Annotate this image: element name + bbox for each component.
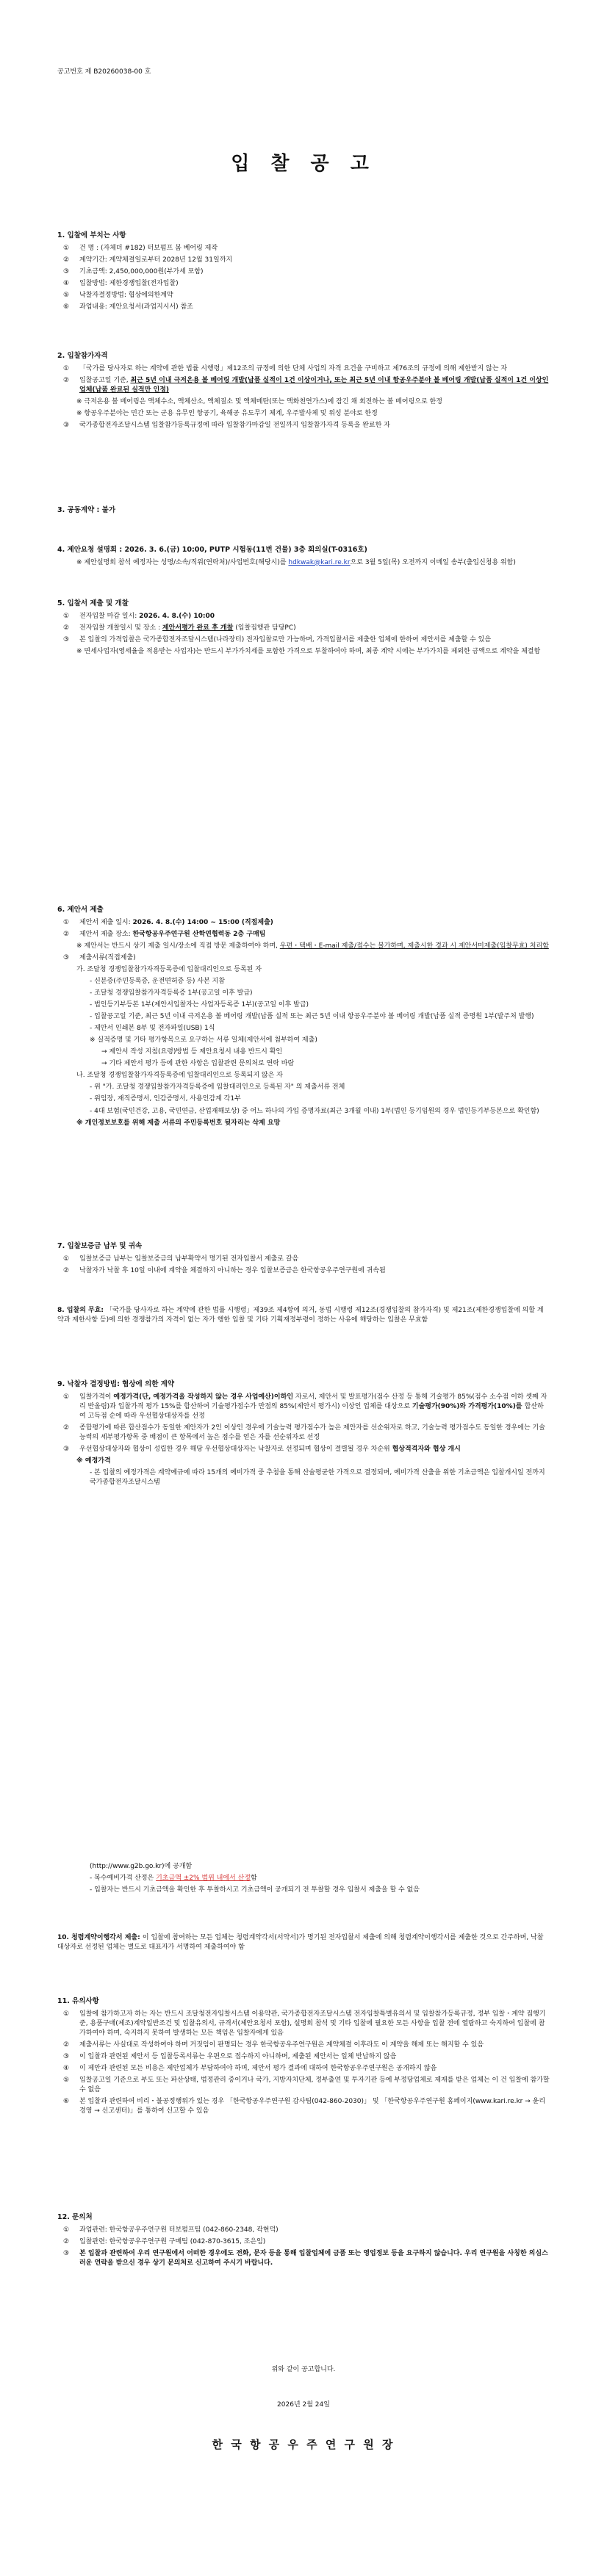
s9b-line: (http://www.g2b.go.kr)에 공개함 — [90, 1863, 193, 1870]
s6-ga-item: - 신분증(주민등록증, 운전면허증 등) 사본 지참 — [90, 978, 225, 985]
section-9-continued — [57, 1862, 550, 1897]
s6-na-item: - 위임장, 재직증명서, 인감증명서, 사용인감계 각1부 — [90, 1095, 241, 1103]
s6-ga-note: → 기타 제안서 평가 등에 관한 사항은 입찰관련 문의처로 연락 바람 — [101, 1060, 295, 1068]
section-2-heading: 2. 입찰참가자격 — [57, 352, 108, 360]
s6-ga-item: - 제안서 인쇄본 8부 및 전자파일(USB) 1식 — [90, 1025, 215, 1033]
s6-item: ① 제안서 제출 일시: 2026. 4. 8.(수) 14:00 ~ 15:00 (직접제출) — [63, 918, 273, 926]
section-11 — [57, 1996, 550, 2118]
s12-item: ② 입찰관련: 한국항공우주연구원 구매팀 (042-870-3615, 조은임) — [63, 2237, 266, 2245]
s2-item: ① 「국가를 당사자로 하는 계약에 관한 법률 시행령」제12조의 규정에 의한 단체 사업의 자격 요건을 구비하고 제76조의 규정에 의해 제한받지 않는 자 — [63, 364, 508, 372]
s12-item: ③ 본 입찰과 관련하여 우리 연구원에서 어떠한 경우에도 전화, 문자 등을 통해 입찰업체에 금품 또는 영업정보 등을 요구하지 않습니다. 우리 연구원을 사칭한 의심스러운 연락을 받으신 경우 상기 문의처로 신고하여 주시기 바랍니다. — [63, 2249, 548, 2267]
s6-na-item: - 4대 보험(국민건강, 고용, 국민연금, 산업재해보상) 중 어느 하나의 가입 증명자료(최근 3개월 이내) 1부(법인 등기임원의 경우 법인등기부등본으로 확인함) — [90, 1107, 539, 1115]
s2-requirement: 최근 5년 이내 극저온용 볼 베어링 개발(납품 실적이 1건 이상이거나, 또는 최근 5년 이내 항공우주분야 볼 베어링 개발(납품 실적이 1건 이상인 업체(납품 완료된 실적만 인정) — [79, 376, 549, 394]
s9b-line: - 입찰자는 반드시 기초금액을 확인한 후 투찰하시고 기초금액이 공개되기 전 투찰할 경우 입찰서 제출을 할 수 없음 — [90, 1886, 420, 1894]
s1-item: ④ 입찰방법: 제한경쟁입찰(전자입찰) — [63, 279, 179, 287]
s1-item: ③ 기초금액: 2,450,000,000원(부가세 포함) — [63, 267, 204, 275]
s9b-line: - 복수예비가격 산정은 기초금액 ±2% 범위 내에서 산정함 — [90, 1875, 257, 1883]
s1-item: ② 계약기간: 계약체결일로부터 2028년 12월 31일까지 — [63, 256, 233, 264]
s11-item: ③ 이 입찰과 관련된 제안서 등 입찰등록서류는 우편으로 접수하지 아니하며, 제출된 제안서는 일체 반납하지 않음 — [63, 2052, 397, 2060]
s1-item: ⑤ 낙찰자결정방법: 협상에의한계약 — [63, 291, 173, 299]
s6-na: 나. 조달청 경쟁입찰참가자격등록증에 입찰대리인으로 등록되지 않은 자 — [76, 1072, 283, 1080]
closing-line: 위와 같이 공고합니다. — [271, 2366, 336, 2373]
notice-number: 공고번호 제 B20260038-00 호 — [57, 68, 151, 76]
s11-item: ⑤ 입찰공고일 기준으로 부도 또는 파산상태, 법정관리 중이거나 국가, 지방자치단체, 정부출연 및 투자기관 등에 부정당업체로 제재를 받은 업체는 이 건 입찰에 참가할 수 없음 — [63, 2077, 550, 2094]
section-4 — [57, 545, 550, 570]
section-3-heading: 3. 공동계약 : 불가 — [57, 506, 116, 514]
s9-item: ③ 우선협상대상자와 협상이 성립한 경우 해당 우선협상대상자는 낙찰자로 선정되며 협상이 결렬될 경우 차순위 협상적격자와 협상 개시 — [63, 1446, 461, 1453]
section-10 — [57, 1933, 550, 1955]
s11-item: ④ 이 제안과 관련된 모든 비용은 제안업체가 부담하여야 하며, 제안서 평가 결과에 대하여 한국항공우주연구원은 공개하지 않음 — [63, 2065, 437, 2072]
section-8 — [57, 1306, 550, 1327]
s6-ga: 가. 조달청 경쟁입찰참가자격등록증에 입찰대리인으로 등록된 자 — [76, 965, 262, 973]
s9-note: ※ 예정가격 — [76, 1457, 111, 1465]
s4-note: ※ 제안설명회 참석 예정자는 성명/소속/직위(연락처)/사업번호(해당시)를 hdkwak@kari.re.kr으로 3월 5일(목) 오전까지 이메일 송부(출입신청용 위함) — [76, 558, 516, 566]
section-7 — [57, 1241, 550, 1278]
section-9-heading: 9. 낙찰자 결정방법: 협상에 의한 계약 — [57, 1380, 175, 1388]
s7-item: ② 낙찰자가 낙찰 후 10일 이내에 계약을 체결하지 아니하는 경우 입찰보증금은 한국항공우주연구원에 귀속됨 — [63, 1266, 386, 1274]
s5-item: ① 전자입찰 마감 일시: 2026. 4. 8.(수) 10:00 — [63, 612, 215, 620]
s6-ga-note: ※ 실적증명 및 기타 평가항목으로 요구하는 서류 일체(제안서에 첨부하여 제출) — [90, 1036, 317, 1045]
section-6-heading: 6. 제안서 제출 — [57, 906, 104, 914]
section-7-heading: 7. 입찰보증금 납부 및 귀속 — [57, 1242, 143, 1250]
s6-item: ② 제안서 제출 장소: 한국항공우주연구원 산학연협력동 2층 구매팀 — [63, 930, 266, 938]
s9-item: ① 입찰가격이 예정가격(단, 예정가격을 작성하지 않는 경우 사업예산)이하인 자로서, 제안서 및 발표평가(점수 산정 등 통해 기술평가 85%(점수 소수점 이하 셋째 자리 반올림)과 입찰가격 평가 15%를 합산하여 기술평가점수가 만점의 85%(제안서 평가시) 이상인 업체를 대상으로 기술평가(90%)와 가격평가(10%)를 합산하여 고득점 순에 따라 우선협상대상자를 선정 — [63, 1393, 547, 1420]
section-2 — [57, 351, 550, 433]
contact-email-link[interactable]: hdkwak@kari.re.kr — [288, 558, 351, 566]
s11-item: ② 제출서류는 사실대로 작성하여야 하며 거짓임이 판명되는 경우 한국항공우주연구원은 계약체결 이후라도 이 계약을 해제 또는 해지할 수 있음 — [63, 2041, 484, 2049]
section-8-text: 8. 입찰의 무효: 「국가를 당사자로 하는 계약에 관한 법률 시행령」제39조 제4항에 의거, 동법 시행령 제12조(경쟁입찰의 참가자격) 및 제21조(제한경쟁입찰에 의할 계약과 제한사항 등)에 의한 경쟁참가의 자격이 없는 자가 행한 입찰 및 기타 기획재정부령이 정하는 사유에 해당하는 입찰은 무효함 — [57, 1307, 544, 1324]
section-4-heading: 4. 제안요청 설명회 : 2026. 3. 6.(금) 10:00, PUTP 시험동(11번 건물) 3층 회의실(T-0316호) — [57, 546, 367, 554]
page-title: 입 찰 공 고 — [231, 153, 376, 175]
section-5 — [57, 599, 550, 659]
s6-ga-item: - 조달청 경쟁입찰참가자격등록증 1부(공고일 이후 발급) — [90, 989, 253, 997]
s9-note-text: - 본 입찰의 예정가격은 계약예규에 따라 15개의 예비가격 중 추첨을 통해 산술평균한 가격으로 결정되며, 예비가격 산출을 위한 기초금액은 입찰개시일 전까지 국가종합전자조달시스템 — [90, 1469, 545, 1487]
s6-ga-item: - 법인등기부등본 1부(제안서입찰자는 사업자등록증 1부)(공고일 이후 발급) — [90, 1001, 309, 1009]
section-12 — [57, 2212, 550, 2270]
s2-item: ② 입찰공고일 기준, 최근 5년 이내 극저온용 볼 베어링 개발(납품 실적이 1건 이상이거나, 또는 최근 5년 이내 항공우주분야 볼 베어링 개발(납품 실적이 1건 이상인 업체(납품 완료된 실적만 인정) — [63, 376, 549, 394]
s7-item: ① 입찰보증금 납부는 입찰보증금의 납부확약서 명기된 전자입찰서 제출로 갈음 — [63, 1255, 299, 1263]
section-3 — [57, 505, 550, 519]
s11-item: ⑥ 본 입찰과 관련하여 비리・불공정행위가 있는 경우 「한국항공우주연구원 감사팀(042-860-2030)」 및 「한국항공우주연구원 홈페이지(www.kari.re.kr → 윤리경영 → 신고센터)」를 통하여 신고할 수 있음 — [63, 2098, 546, 2115]
closing-date: 2026년 2월 24일 — [277, 2401, 330, 2409]
s6-na-note: ※ 개인정보보호를 위해 제출 서류의 주민등록번호 뒷자리는 삭제 요망 — [76, 1119, 281, 1127]
s2-note: ※ 극저온용 볼 베어링은 액체수소, 액체산소, 액체질소 및 액체메탄(또는 액화천연가스)에 잠긴 채 회전하는 볼 베어링으로 한정 — [76, 397, 442, 405]
s2-note: ※ 항공우주분야는 민간 또는 군용 유무인 항공기, 육해공 유도무기 체계, 우주발사체 및 위성 분야로 한정 — [76, 409, 378, 417]
signer-name: 한 국 항 공 우 주 연 구 원 장 — [212, 2438, 395, 2451]
s6-ga-note: → 제안서 작성 지침(요령)방법 등 제안요청서 내용 반드시 확인 — [101, 1048, 283, 1056]
s11-item: ① 입찰에 참가하고자 하는 자는 반드시 조달청전자입찰시스템 이용약관, 국가종합전자조달시스템 전자입찰특별유의서 및 입찰참가등록규정, 정부 입찰・계약 집행기준, 용품구매(제조)계약일반조건 및 입찰유의서, 규격서(제안요청서 포함), 설명회 참석 및 기타 입찰에 필요한 모든 사항을 입찰 전에 열람하고 숙지하여 입찰에 참가하여야 하며, 숙지하지 못하여 발생하는 모든 책임은 입찰자에게 있음 — [63, 2010, 546, 2037]
section-11-heading: 11. 유의사항 — [57, 1997, 99, 2005]
section-6 — [57, 905, 550, 1130]
s6-ga-item: - 입찰공고일 기준, 최근 5년 이내 극저온용 볼 베어링 개발(납품 실적 또는 최근 5년 이내 항공우주분야 볼 베어링 개발(납품 실적 증명원 1부(발주처 발행) — [90, 1013, 534, 1021]
s12-item: ① 과업관련: 한국항공우주연구원 터보펌프팀 (042-860-2348, 곽현덕) — [63, 2226, 279, 2234]
s6-note: ※ 제안서는 반드시 상기 제출 일시/장소에 직접 방문 제출하여야 하며, 우편・택배・E-mail 제출/접수는 불가하며, 제출시한 경과 시 제안서미제출(입찰무효) 처리함 — [76, 942, 549, 950]
s5-item: ② 전자입찰 개찰일시 및 장소 : 제안서평가 완료 후 개찰 (입찰집행관 담당PC) — [63, 624, 296, 632]
section-1-heading: 1. 입찰에 부치는 사항 — [57, 231, 126, 239]
s1-item: ⑥ 과업내용: 제안요청서(과업지시서) 참조 — [63, 303, 193, 311]
s5-note: ※ 면세사업자(영세율을 적용받는 사업자)는 반드시 부가가치세를 포함한 가격으로 투찰하여야 하며, 최종 계약 시에는 부가가치를 제외한 금액으로 계약을 체결함 — [76, 647, 541, 655]
s9-item: ② 종합평가에 따른 합산점수가 동일한 제안자가 2인 이상인 경우에 기술능력 평가점수가 높은 제안자를 선순위자로 하고, 기술능력 평가점수도 동일한 경우에는 기술능력의 세부평가항목 중 배점이 큰 항목에서 높은 점수를 얻은 자를 선순위자로 선정 — [63, 1424, 545, 1441]
section-12-heading: 12. 문의처 — [57, 2213, 93, 2221]
section-5-heading: 5. 입찰서 제출 및 개찰 — [57, 599, 129, 607]
s5-item: ③ 본 입찰의 가격입찰은 국가종합전자조달시스템(나라장터) 전자입찰로만 가능하며, 가격입찰서를 제출한 업체에 한하여 제안서를 제출할 수 있음 — [63, 635, 492, 643]
s2-item: ③ 국가종합전자조달시스템 입찰참가등록규정에 따라 입찰참가마감일 전일까지 입찰참가자격 등록을 완료한 자 — [63, 422, 390, 429]
section-9 — [57, 1379, 550, 1490]
s6-na-item: - 위 "가. 조달청 경쟁입찰참가자격등록증에 입찰대리인으로 등록된 자" 의 제출서류 전체 — [90, 1083, 345, 1092]
section-1 — [57, 231, 550, 314]
section-10-text: 10. 청렴계약이행각서 제출: 이 입찰에 참여하는 모든 업체는 청렴계약각서(서약서)가 명기된 전자입찰서 제출에 의해 청렴계약이행각서를 제출한 것으로 간주하며, 낙찰대상자로 선정된 업체는 별도로 대표자가 서명하여 제출하여야 함 — [57, 1934, 544, 1952]
s1-item: ① 건 명 : (자체더 #182) 터보펌프 봄 베어링 제작 — [63, 244, 218, 252]
s6-item: ③ 제출서류(직접제출) — [63, 953, 136, 962]
